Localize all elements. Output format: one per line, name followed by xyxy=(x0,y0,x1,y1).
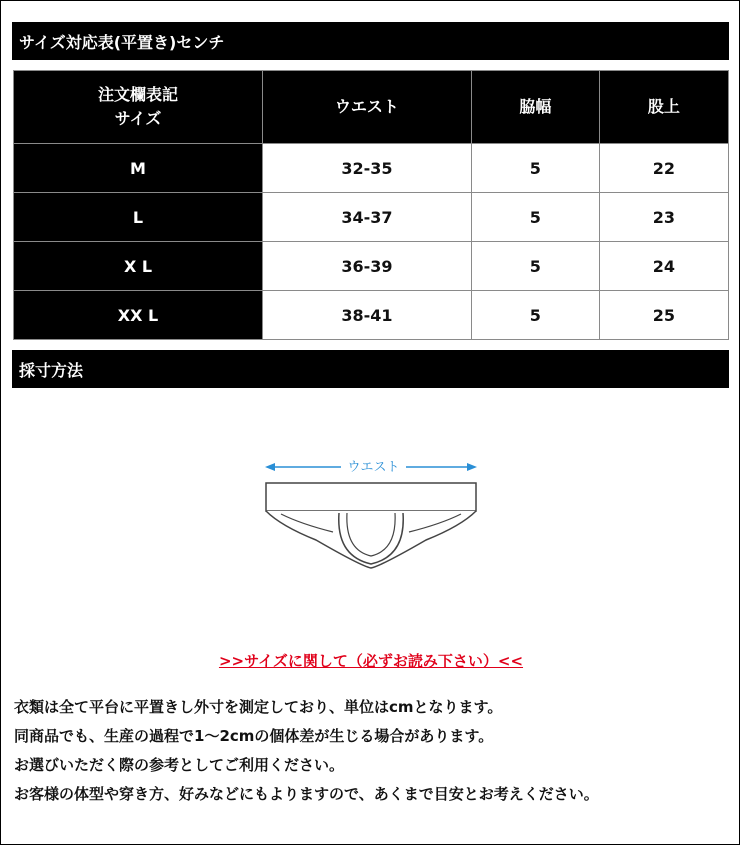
side-width-cell: 5 xyxy=(471,291,599,340)
header-side-width: 脇幅 xyxy=(471,71,599,144)
notes-block xyxy=(14,693,729,809)
side-width-cell: 5 xyxy=(471,144,599,193)
waist-cell: 34-37 xyxy=(263,193,472,242)
note-line: お客様の体型や穿き方、好みなどにもよりますので、あくまで目安とお考えください。 xyxy=(14,785,599,803)
table-row xyxy=(14,291,729,340)
waist-cell: 36-39 xyxy=(263,242,472,291)
size-cell: XX L xyxy=(14,291,263,340)
waist-cell: 38-41 xyxy=(263,291,472,340)
measurement-diagram xyxy=(261,456,481,586)
note-line: お選びいただく際の参考としてご利用ください。 xyxy=(14,756,345,774)
table-row xyxy=(14,144,729,193)
size-cell: M xyxy=(14,144,263,193)
note-line: 同商品でも、生産の過程で1～2cmの個体差が生じる場合があります。 xyxy=(14,727,494,745)
waist-cell: 32-35 xyxy=(263,144,472,193)
size-notice-heading: >>サイズに関して（必ずお読み下さい）<< xyxy=(218,652,524,670)
waistband-shape xyxy=(266,483,476,511)
header-rise: 股上 xyxy=(599,71,728,144)
table-row xyxy=(14,193,729,242)
arrow-left-head xyxy=(265,463,275,471)
size-cell: X L xyxy=(14,242,263,291)
side-width-cell: 5 xyxy=(471,242,599,291)
header-order-size: 注文欄表記 サイズ xyxy=(14,71,263,144)
size-cell: L xyxy=(14,193,263,242)
rise-cell: 22 xyxy=(599,144,728,193)
side-width-cell: 5 xyxy=(471,193,599,242)
rise-cell: 25 xyxy=(599,291,728,340)
waist-label: ウエスト xyxy=(341,456,406,475)
table-header-row xyxy=(14,71,729,144)
note-line: 衣類は全て平台に平置きし外寸を測定しており、単位はcmとなります。 xyxy=(14,698,503,716)
table-row xyxy=(14,242,729,291)
rise-cell: 24 xyxy=(599,242,728,291)
measure-section-title: 採寸方法 xyxy=(12,350,729,388)
size-section-title: サイズ対応表(平置き)センチ xyxy=(12,22,729,60)
size-table xyxy=(13,70,729,340)
arrow-right-head xyxy=(467,463,477,471)
jockstrap-illustration xyxy=(261,456,481,586)
header-waist: ウエスト xyxy=(263,71,472,144)
rise-cell: 23 xyxy=(599,193,728,242)
